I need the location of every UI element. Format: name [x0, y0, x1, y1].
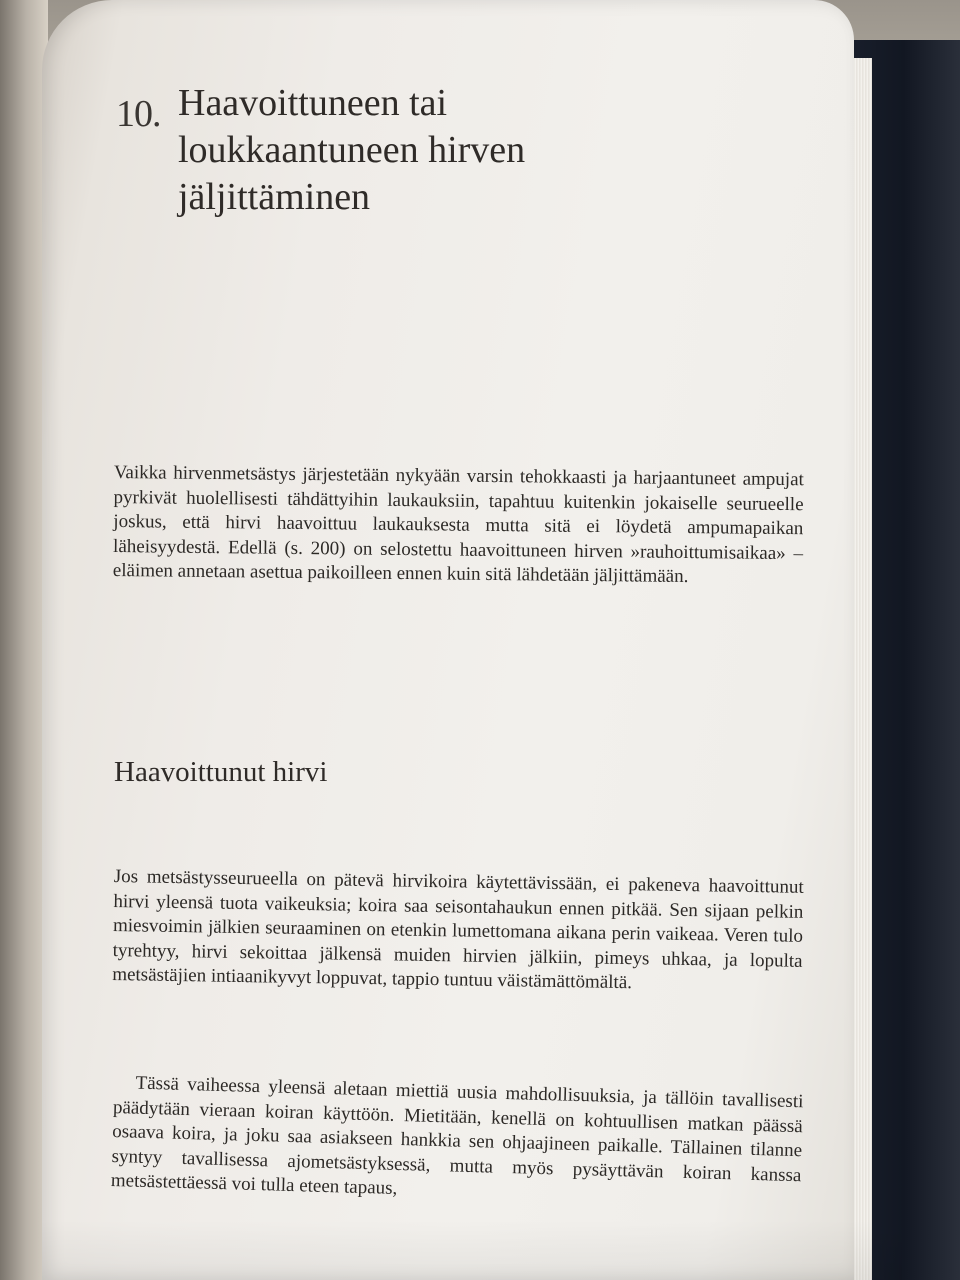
- book-page: [42, 0, 854, 1280]
- chapter-number: 10.: [116, 93, 161, 135]
- section-heading: Haavoittunut hirvi: [114, 756, 328, 788]
- page-content: [42, 0, 854, 1280]
- left-page-edge: [0, 0, 48, 1280]
- body-paragraph: Jos metsästysseurueella on pätevä hirvikoira käytettävissään, ei pakeneva haavoittunut hirvi yleensä tuota vaikeuksia; koira saa seisontahaukun ennen pitkää. Sen sijaan pelkin miesvoimin jälkien seuraaminen on etenkin lumettomana aikana perin vaikeaa. Veren tulo tyrehtyy, hirvi sekoittaa jälkensä muiden hirvien jälkiin, pimeys uhkaa, ja lopulta metsästäjien intiaanikyvyt loppuvat, tappio tuntuu väistämättömältä.: [112, 865, 804, 994]
- body-paragraph: Tässä vaiheessa yleensä aletaan miettiä uusia mahdollisuuksia, ja tällöin tavallisesti päädytään vieraan koiran käyttöön. Mietitään, kenellä on kohtuullisen matkan päässä osaava koira, ja joku saa asiakseen hankkia sen ohjaajineen paikalle. Tällainen tilanne syntyy tavallisessa ajometsästyksessä, mutta myös pysäyttävän koiran kanssa metsästettäessä voi tulla eteen tapaus,: [110, 1072, 804, 1199]
- chapter-title: Haavoittuneen tai loukkaantuneen hirven jäljittäminen: [178, 82, 526, 218]
- intro-paragraph: Vaikka hirvenmetsästys järjestetään nykyään varsin tehokkaasti ja harjaantuneet ampujat pyrkivät huolellisesti tähdättyihin laukauksiin, tapahtuu kuitenkin jokaiselle seurueelle joskus, että hirvi haavoittuu laukauksesta mutta sitä ei löydetä ampumapaikan läheisyydestä. Edellä (s. 200) on selostettu haavoittuneen hirven »rauhoittumisaikaa» – eläimen annetaan asettua paikoilleen ennen kuin sitä lähdetään jäljittämään.: [112, 461, 804, 588]
- page-shadow: [42, 1220, 902, 1280]
